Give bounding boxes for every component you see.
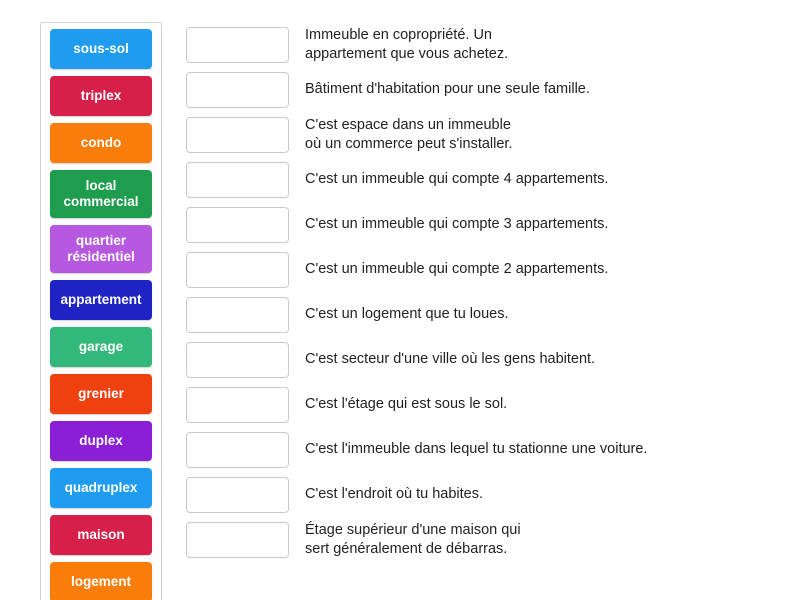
drop-slot[interactable] <box>186 297 289 333</box>
drop-slot[interactable] <box>186 117 289 153</box>
answer-row <box>186 112 800 157</box>
drop-slot[interactable] <box>186 522 289 558</box>
drop-slot[interactable] <box>186 27 289 63</box>
definition-text: C'est un immeuble qui compte 4 appartements. <box>305 171 609 187</box>
word-tile[interactable]: quartier résidentiel <box>50 225 152 273</box>
word-tile[interactable]: triplex <box>50 76 152 116</box>
definition-text: C'est secteur d'une ville où les gens habitent. <box>305 351 596 367</box>
definition-text: Immeuble en copropriété. Un appartement que vous achetez. <box>305 26 509 62</box>
definition-text: C'est un logement que tu loues. <box>305 306 509 322</box>
definition-text: C'est l'étage qui est sous le sol. <box>305 396 508 412</box>
word-tile[interactable]: duplex <box>50 421 152 461</box>
drop-slot[interactable] <box>186 207 289 243</box>
answer-row <box>186 22 800 67</box>
drop-slot[interactable] <box>186 387 289 423</box>
word-tile[interactable]: appartement <box>50 280 152 320</box>
word-tile[interactable]: grenier <box>50 374 152 414</box>
answer-row <box>186 247 800 292</box>
word-tile[interactable]: condo <box>50 123 152 163</box>
drop-slot[interactable] <box>186 162 289 198</box>
drop-slot[interactable] <box>186 252 289 288</box>
drop-slot[interactable] <box>186 477 289 513</box>
drop-slot[interactable] <box>186 432 289 468</box>
word-tile[interactable]: quadruplex <box>50 468 152 508</box>
definition-text: C'est espace dans un immeuble où un commerce peut s'installer. <box>305 116 513 152</box>
answer-row <box>186 337 800 382</box>
answer-row <box>186 472 800 517</box>
answers-column <box>186 22 800 562</box>
definition-text: C'est l'endroit où tu habites. <box>305 486 484 502</box>
answer-row <box>186 292 800 337</box>
answer-row <box>186 517 800 562</box>
word-tile[interactable]: local commercial <box>50 170 152 218</box>
drop-slot[interactable] <box>186 342 289 378</box>
definition-text: C'est un immeuble qui compte 2 appartements. <box>305 261 609 277</box>
drop-slot[interactable] <box>186 72 289 108</box>
answer-row <box>186 67 800 112</box>
answer-row <box>186 382 800 427</box>
answer-row <box>186 157 800 202</box>
word-tile[interactable]: maison <box>50 515 152 555</box>
word-tile[interactable]: sous-sol <box>50 29 152 69</box>
word-bank <box>40 22 162 600</box>
definition-text: Étage supérieur d'une maison qui sert généralement de débarras. <box>305 521 521 557</box>
definition-text: Bâtiment d'habitation pour une seule famille. <box>305 81 590 97</box>
answer-row <box>186 202 800 247</box>
word-tile[interactable]: garage <box>50 327 152 367</box>
answer-row <box>186 427 800 472</box>
definition-text: C'est un immeuble qui compte 3 appartements. <box>305 216 609 232</box>
definition-text: C'est l'immeuble dans lequel tu stationne une voiture. <box>305 441 648 457</box>
word-tile[interactable]: logement <box>50 562 152 600</box>
